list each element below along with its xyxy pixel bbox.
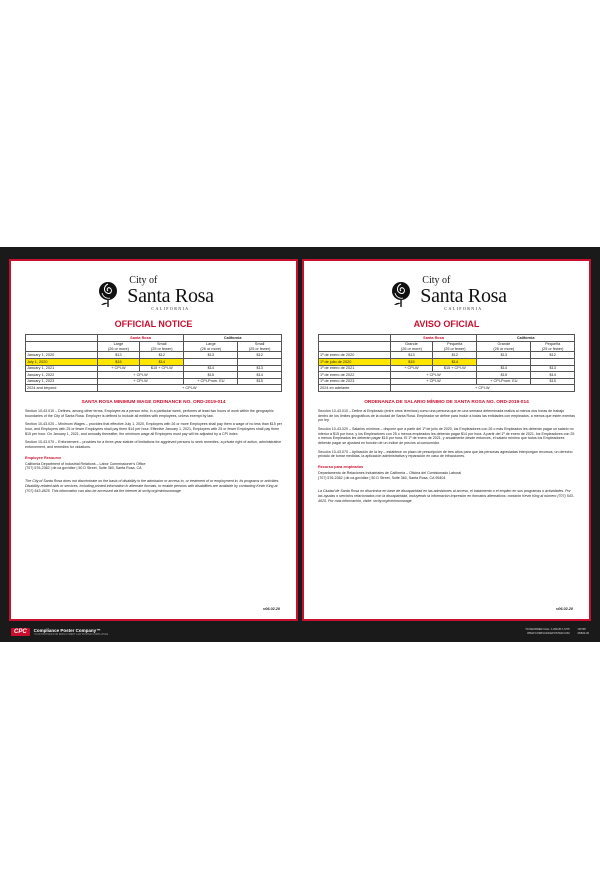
cell: $14 [531, 372, 575, 379]
cell: $14 [238, 372, 282, 379]
size-header: Small (25 or fewer) [238, 341, 282, 352]
city-logo [318, 273, 575, 313]
cell: $12 [433, 352, 477, 359]
section-paragraph: Section 10-43.020 – Minimum Wages – provides that effective July 1, 2020, Employers with 26 or more Employees shall pay them a wage of no less than $15 per hour, and Employers with 25 or fewer Employees shall pay them $14 per hour. Effective January 1, 2021, Employers with 25 or fewer Employees shall pay them $15 per hour. On January 1, 2021, and annually thereafter, the minimum wage all Employers must pay will be adjusted by a CPI index. [25, 421, 282, 436]
section-paragraph: Section 10-43.010 – Defines, among other terms, Employee as a person who, in a particular week, performs at least two hours of work within the geographic boundaries of the City of Santa Rosa. Employer is defined to include all entities with employees, unless exempt by law. [25, 408, 274, 418]
reorder-phone: TO REORDER CALL: 1-800-817-7275 [525, 628, 570, 632]
group-header: Santa Rosa [390, 335, 477, 342]
cell: $15 [238, 378, 282, 385]
cell: + CPI-W [97, 365, 140, 372]
cell: $12 [238, 352, 282, 359]
cell: $13 [390, 352, 433, 359]
logo-sub-text: CALIFORNIA [151, 305, 190, 311]
size-header: Pequeña (25 or fewer) [433, 341, 477, 352]
cell: $14 [140, 359, 184, 366]
cpc-logo [11, 628, 108, 636]
reorder-website: WWW.COMPLIANCEPOSTER.COM [527, 631, 570, 635]
cell: $15 [97, 359, 140, 366]
row-date: January 1, 2021 [26, 365, 98, 372]
resource-heading: Recurso para empleados [318, 465, 364, 470]
cell: $15 + CPI-W [433, 365, 477, 372]
size-header: Pequeña (25 or fewer) [531, 341, 575, 352]
notice-title: AVISO OFICIAL [413, 319, 480, 329]
table-corner [26, 341, 98, 352]
cell: + CPI-Prom. EU [477, 378, 531, 385]
resource-line: California Department of Industrial Relations – Labor Commissioner's Office [25, 461, 146, 466]
ordinance-title: ORDENANZA DE SALARIO MÍNIMO DE SANTA ROSA NO. ORD-2019-014 [364, 399, 529, 405]
resource-line: Departamento de Relaciones Industriales de California – Oficina del Comisionado Laboral [318, 471, 462, 476]
row-date: 1º de enero de 2022 [319, 372, 391, 379]
row-date: January 1, 2023 [26, 378, 98, 385]
table-row [26, 385, 282, 392]
size-header: Large (26 or more) [184, 341, 238, 352]
company-tagline: YOUR PARTNER FOR EMPLOYMENT LAW POSTER COMPLIANCE [33, 632, 109, 636]
section-paragraph: Sección 10-43.010 – Define al Empleado (entre otros términos) como una persona que en una semana determinada realiza al menos dos horas de trabajo dentro de los límites geográficos de la ciudad de Santa Rosa. Empleador se define para incluir a todas las entidades con empleados, a menos que estén exentas por ley. [318, 408, 575, 423]
resource-line: (707) 576-2362 | dir.ca.gov/dlse | 50 D Street, Suite 360, Santa Rosa, CA [25, 466, 142, 471]
row-date: 1º de enero de 2021 [319, 365, 391, 372]
wage-table [318, 334, 575, 392]
cell: $15 [477, 372, 531, 379]
cell: + CPI-W [390, 385, 574, 392]
cell: + CPI-W [390, 378, 477, 385]
logo-name-text: Santa Rosa [127, 284, 214, 307]
row-date: July 1, 2020 [26, 359, 98, 366]
company-name: Compliance Poster Company™ [33, 627, 101, 633]
version-label: v06.02.20 [263, 607, 280, 611]
section-paragraph: Section 10-43.070 – Enforcement – provides for a three-year statute of limitations for aggrieved persons to seek remedies, a private right of action, administrative enforcement, and remedies for violations. [25, 439, 282, 449]
row-date: 1º de enero de 2020 [319, 352, 391, 359]
cell: + CPI-W [390, 372, 477, 379]
nondiscrimination-notice: La Ciudad de Santa Rosa no discrimina en base de discapacidad en las admisiones al acceso, el tratamiento o el empleo en sus programas o actividades. Por las ayudas o servicios relacionados con la discapacidad, incluyendo la información impresión en formatos alternativos: contacto Kevin King al número (707) 543-4625. Por más información, visite: srcity.org/minimumwage [318, 489, 574, 503]
cell: $15 [184, 372, 238, 379]
english-panel [9, 259, 298, 621]
group-header: California [184, 335, 282, 342]
cell: $13 [531, 365, 575, 372]
group-header: Santa Rosa [97, 335, 184, 342]
row-date: 1º de julio de 2020 [319, 359, 391, 366]
row-date: 2024 and beyond [26, 385, 98, 392]
cell: $15 [531, 378, 575, 385]
nondiscrimination-notice: The City of Santa Rosa does not discriminate on the basis of disability in the admission or access to, or treatment of or employment in, its programs or activities. Disability-related aids or services, including printed information in alternate formats, to enable persons with disabilities are available by contacting Kevin King at (707) 543-4625. This information can also be accessed via the internet at srcity.org/minimumwage [25, 479, 280, 494]
table-row [319, 385, 575, 392]
row-date: January 1, 2022 [26, 372, 98, 379]
poster-frame [0, 247, 600, 642]
cell: $12 [140, 352, 184, 359]
cell: $13 [477, 352, 531, 359]
cpc-badge: CPC [11, 628, 30, 636]
row-date: 2024 en adelante [319, 385, 391, 392]
cell: $13 [184, 352, 238, 359]
rose-icon [93, 278, 123, 308]
revision-code: R0820-06 [577, 631, 589, 635]
cell: + CPI-W [97, 378, 184, 385]
resource-line: (707) 576-2362 | dir.ca.gov/dlse | 50 D Street, Suite 360, Santa Rosa, CA 95404 [318, 476, 446, 481]
size-header: Small (25 or fewer) [140, 341, 184, 352]
cell: $14 [433, 359, 477, 366]
size-header: Large (26 or more) [97, 341, 140, 352]
notice-title: OFFICIAL NOTICE [114, 319, 193, 329]
cell: $13 [97, 352, 140, 359]
cell: + CPI-Prom. EU [184, 378, 238, 385]
wage-table [25, 334, 282, 392]
city-logo [25, 273, 282, 313]
size-header: Grande (26 or more) [390, 341, 433, 352]
logo-name-text: Santa Rosa [420, 284, 507, 307]
version-label: v06.02.20 [556, 607, 573, 611]
spanish-panel [302, 259, 591, 621]
size-header: Grande (26 or more) [477, 341, 531, 352]
row-date: 1º de enero de 2023 [319, 378, 391, 385]
sku-code: CR70P [577, 628, 586, 632]
table-corner [319, 341, 391, 352]
cell: $15 [390, 359, 433, 366]
cell: + CPI-W [97, 385, 281, 392]
rose-icon [386, 278, 416, 308]
cell: $14 [184, 365, 238, 372]
group-header: California [477, 335, 575, 342]
section-paragraph: Sección 10-43.020 – Salarios mínimos – dispone que a partir del 1º de julio de 2020, los Empleadores con 26 o más Empleados les deberán pagar un salario no inferior a $15 por hora, y los Empleadores con 25 o menos empleados les deberán pagar $14 por hora. A partir del 1º de enero de 2021, los Empleadores con 25 o menos Empleados les deberán pagar $15 por hora. El 1º de enero de 2021, y anualmente desde entonces, el salario mínimo que todos los Empleadores deberán pagar se ajustará en función de un índice de precios al consumidor. [318, 426, 575, 446]
section-paragraph: Sección 10-43.070 – Aplicación de la ley – establece un plazo de prescripción de tres años para que las personas agraviadas interpongan recursos, un derecho privado de tomar medidas, la aplicación administrativa y reparación en caso de infracciones. [318, 449, 573, 459]
cell: + CPI-W [390, 365, 433, 372]
logo-city-text: City of [422, 274, 451, 286]
cell: + CPI-W [97, 372, 184, 379]
cell: $15 + CPI-W [140, 365, 184, 372]
resource-heading: Employee Resource [25, 455, 62, 460]
cell: $12 [531, 352, 575, 359]
poster-footer [9, 621, 591, 642]
row-date: January 1, 2020 [26, 352, 98, 359]
ordinance-title: SANTA ROSA MINIMUM WAGE ORDINANCE NO. ORD-2019-014 [81, 399, 226, 405]
logo-city-text: City of [129, 274, 158, 286]
cell: $14 [477, 365, 531, 372]
cell: $13 [238, 365, 282, 372]
logo-sub-text: CALIFORNIA [444, 305, 483, 311]
